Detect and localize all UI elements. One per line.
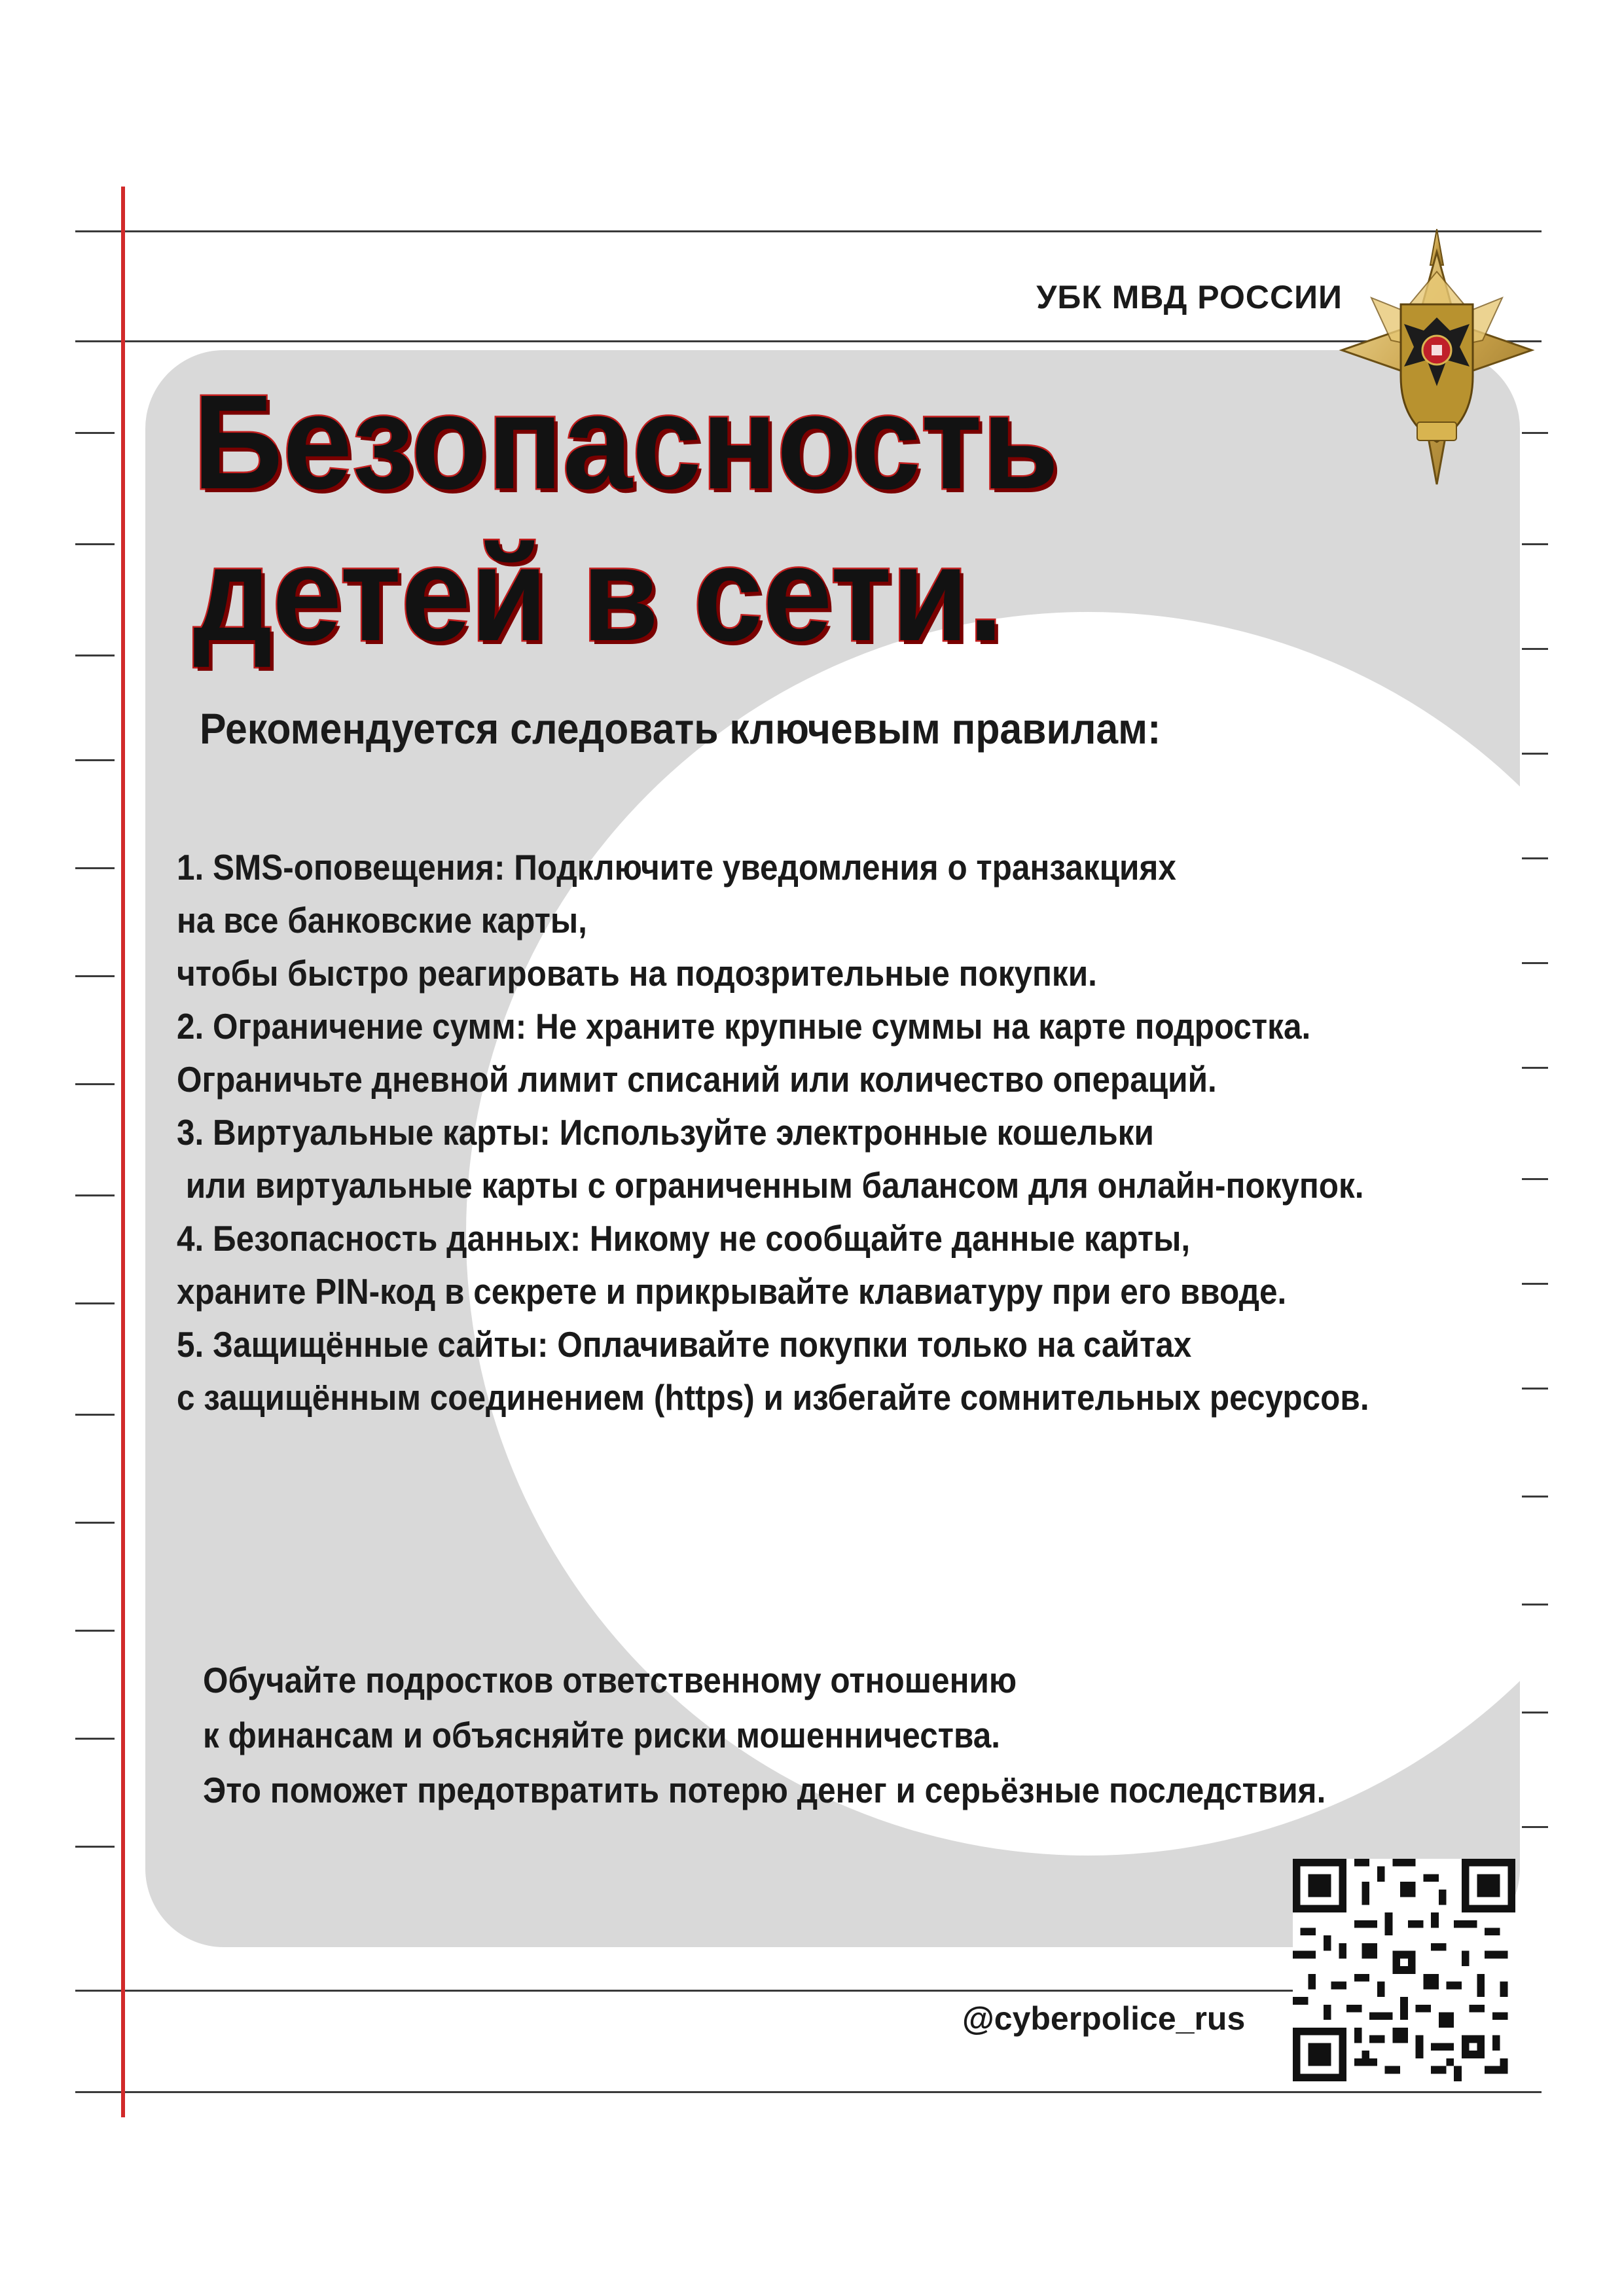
closing-paragraph — [203, 1653, 1381, 1818]
closing-line: к финансам и объясняйте риски мошенничества. — [203, 1715, 1001, 1755]
ruled-tick — [75, 1414, 115, 1416]
ruled-tick — [75, 1194, 115, 1196]
ruled-tick — [1522, 1712, 1548, 1713]
ruled-tick — [75, 1302, 115, 1304]
ruled-line — [75, 1990, 1306, 1992]
rules-line: храните PIN-код в секрете и прикрывайте клавиатуру при его вводе. — [177, 1271, 1287, 1312]
social-handle[interactable]: @cyberpolice_rus — [962, 2000, 1246, 2037]
closing-line: Это поможет предотвратить потерю денег и серьёзные последствия. — [203, 1770, 1326, 1810]
ruled-tick — [1522, 1283, 1548, 1285]
agency-label: УБК МВД РОССИИ — [1036, 279, 1343, 315]
ruled-tick — [75, 1738, 115, 1740]
rules-line: с защищённым соединением (https) и избегайте сомнительных ресурсов. — [177, 1377, 1369, 1418]
ruled-tick — [75, 975, 115, 977]
ruled-tick — [1522, 1496, 1548, 1498]
closing-line: Обучайте подростков ответственному отношению — [203, 1660, 1017, 1700]
title-line-1: Безопасность — [193, 367, 1059, 517]
ruled-tick — [75, 543, 115, 545]
ruled-tick — [1522, 857, 1548, 859]
ruled-tick — [1522, 1826, 1548, 1828]
ruled-tick — [75, 1630, 115, 1632]
ruled-tick — [75, 1083, 115, 1085]
ruled-line — [75, 230, 1542, 232]
qr-code-icon[interactable] — [1293, 1859, 1515, 2081]
page-title — [193, 367, 1228, 670]
ruled-tick — [75, 867, 115, 869]
rules-line: 2. Ограничение сумм: Не храните крупные суммы на карте подростка. — [177, 1006, 1311, 1047]
ruled-line — [75, 2091, 1542, 2093]
rules-line: 4. Безопасность данных: Никому не сообщайте данные карты, — [177, 1218, 1191, 1259]
mvd-emblem-icon — [1335, 226, 1538, 488]
ruled-tick — [1522, 543, 1548, 545]
rules-line: чтобы быстро реагировать на подозрительные покупки. — [177, 953, 1097, 994]
ruled-tick — [1522, 962, 1548, 964]
ruled-tick — [75, 1522, 115, 1524]
rules-line: 3. Виртуальные карты: Используйте электронные кошельки — [177, 1112, 1154, 1153]
ruled-line — [75, 340, 1542, 342]
rules-line: или виртуальные карты с ограниченным балансом для онлайн-покупок. — [177, 1165, 1364, 1206]
ruled-tick — [75, 655, 115, 656]
ruled-tick — [1522, 1178, 1548, 1180]
ruled-tick — [75, 1846, 115, 1848]
ruled-tick — [1522, 753, 1548, 755]
ruled-tick — [1522, 1067, 1548, 1069]
ruled-tick — [1522, 648, 1548, 650]
margin-line — [121, 187, 125, 2117]
rules-list — [177, 841, 1402, 1424]
ruled-tick — [75, 759, 115, 761]
rules-heading: Рекомендуется следовать ключевым правилам: — [200, 704, 1161, 753]
rules-line: на все банковские карты, — [177, 900, 587, 941]
rules-line: 1. SMS-оповещения: Подключите уведомления о транзакциях — [177, 847, 1176, 888]
ruled-tick — [1522, 1388, 1548, 1390]
ruled-tick — [1522, 1604, 1548, 1605]
title-line-2: детей в сети. — [193, 519, 1003, 669]
rules-line: 5. Защищённые сайты: Оплачивайте покупки только на сайтах — [177, 1324, 1192, 1365]
rules-line: Ограничьте дневной лимит списаний или количество операций. — [177, 1059, 1217, 1100]
ruled-tick — [75, 432, 115, 434]
